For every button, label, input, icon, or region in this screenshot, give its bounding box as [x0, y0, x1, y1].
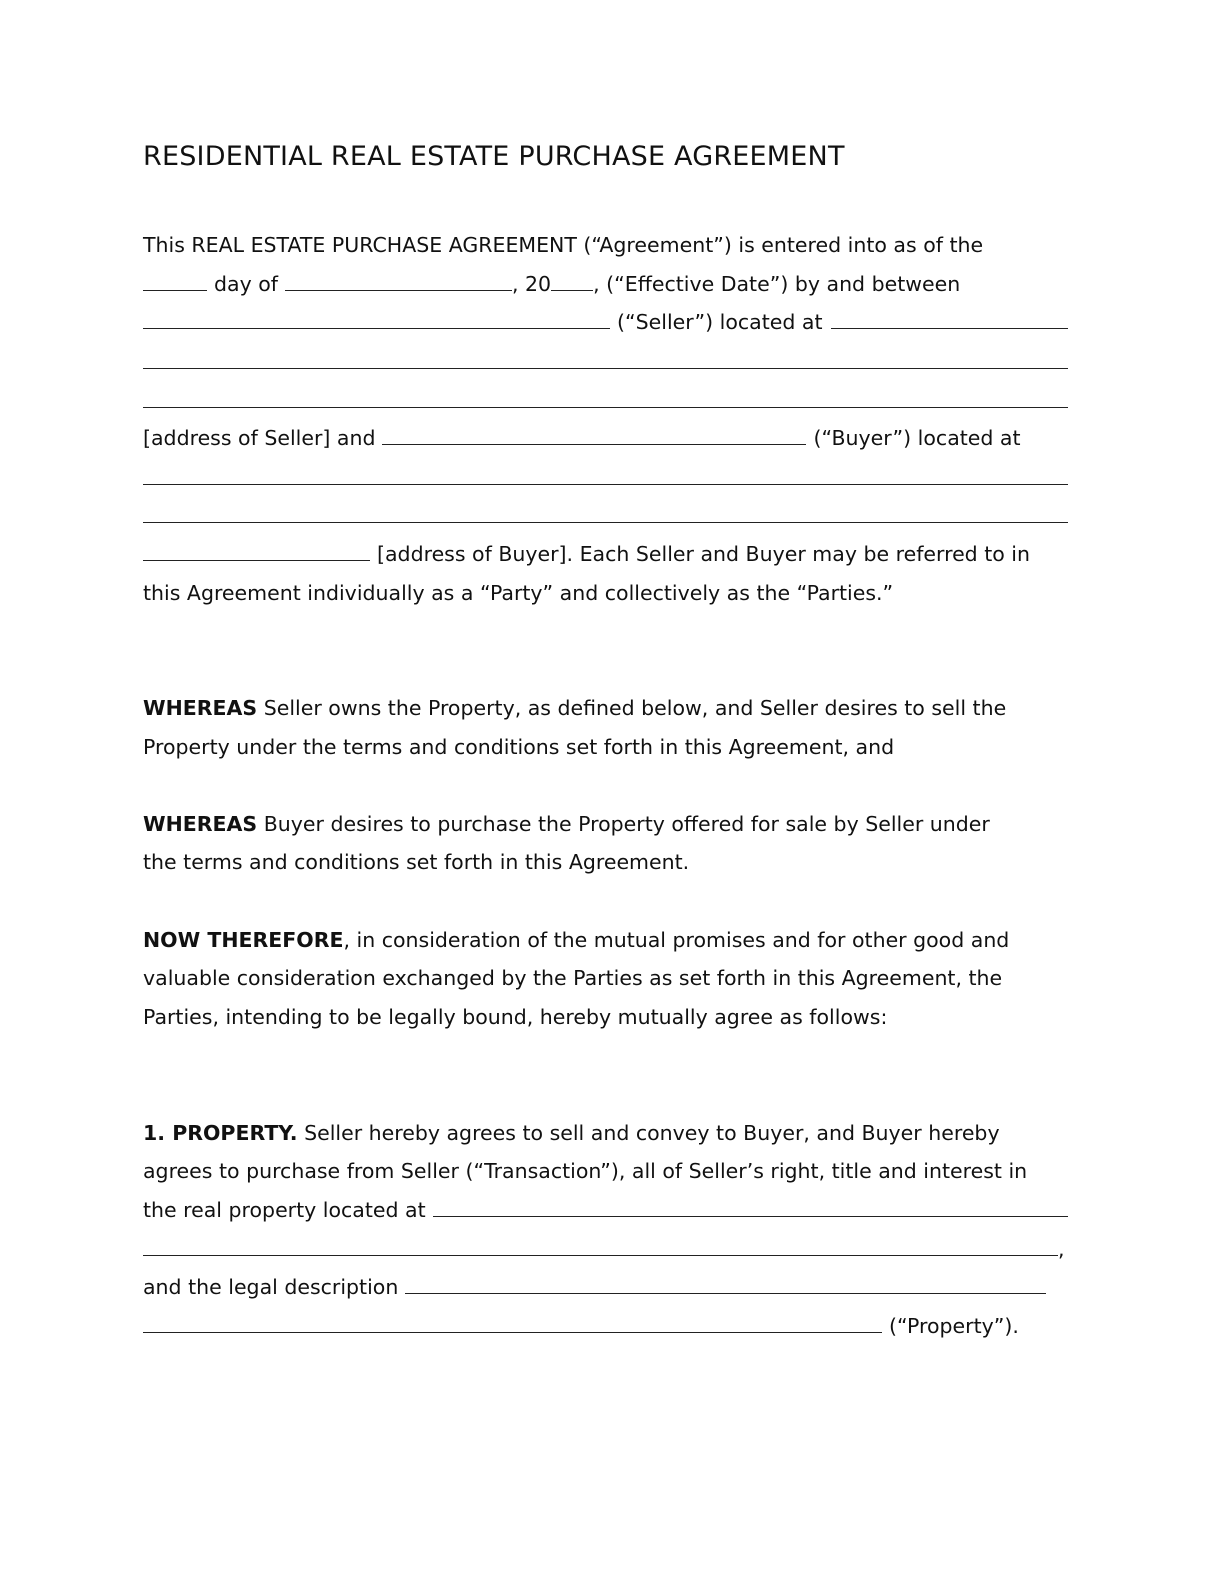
whereas1-text: Seller owns the Property, as defined below, and Seller desires to sell the	[257, 696, 1007, 720]
now-therefore-text-2: valuable consideration exchanged by the Parties as set forth in this Agreement, the	[143, 966, 1003, 990]
whereas2-line-2	[143, 846, 1068, 878]
document-title: RESIDENTIAL REAL ESTATE PURCHASE AGREEMENT	[143, 141, 845, 172]
whereas2-text-2: the terms and conditions set forth in this Agreement.	[143, 850, 690, 874]
legal-description-label: and the legal description	[143, 1275, 399, 1299]
whereas2-lead: WHEREAS	[143, 812, 258, 836]
year-blank[interactable]	[551, 272, 593, 291]
month-blank[interactable]	[285, 272, 512, 291]
property-location-label: the real property located at	[143, 1198, 426, 1222]
whereas1-text-2: Property under the terms and conditions set forth in this Agreement, and	[143, 735, 895, 759]
whereas1-lead: WHEREAS	[143, 696, 258, 720]
buyer-label: (“Buyer”) located at	[813, 426, 1021, 450]
section1-line-5	[143, 1271, 1068, 1303]
property-label: (“Property”).	[889, 1314, 1019, 1338]
whereas2-line-1	[143, 808, 1068, 840]
day-of-label: day of	[214, 272, 278, 296]
section1-heading: 1. PROPERTY.	[143, 1121, 298, 1145]
now-therefore-line-2	[143, 962, 1068, 994]
buyer-address-blank-2[interactable]	[143, 521, 1068, 523]
now-therefore-text-3: Parties, intending to be legally bound, hereby mutually agree as follows:	[143, 1005, 888, 1029]
intro-line-5	[143, 538, 1068, 570]
buyer-address-text: [address of Buyer]. Each Seller and Buyer may be referred to in	[377, 542, 1030, 566]
section1-line-6	[143, 1310, 1068, 1342]
section1-line-2	[143, 1155, 1068, 1187]
effective-date-label: , (“Effective Date”) by and between	[593, 272, 961, 296]
intro-line-3	[143, 306, 1068, 338]
now-therefore-lead: NOW THEREFORE	[143, 928, 344, 952]
section1-line-3	[143, 1194, 1068, 1226]
seller-address-label: [address of Seller] and	[143, 426, 376, 450]
seller-name-blank[interactable]	[143, 310, 610, 329]
intro-line-4	[143, 422, 1068, 454]
buyer-address-blank-1[interactable]	[143, 483, 1068, 485]
intro-line-6	[143, 577, 1068, 609]
intro-line-1	[143, 229, 1068, 261]
legal-description-blank-1[interactable]	[405, 1275, 1046, 1294]
section1-text: Seller hereby agrees to sell and convey to Buyer, and Buyer hereby	[297, 1121, 1000, 1145]
buyer-name-blank[interactable]	[382, 426, 806, 445]
now-therefore-text: , in consideration of the mutual promises and for other good and	[343, 928, 1010, 952]
whereas1-line-2	[143, 731, 1068, 763]
seller-label: (“Seller”) located at	[617, 310, 823, 334]
now-therefore-line-1	[143, 924, 1068, 956]
whereas2-text: Buyer desires to purchase the Property offered for sale by Seller under	[257, 812, 990, 836]
section1-line-1	[143, 1117, 1068, 1149]
property-location-blank-2[interactable]	[143, 1237, 1058, 1256]
comma: ,	[1058, 1237, 1065, 1261]
seller-address-blank-3[interactable]	[143, 406, 1068, 408]
day-blank[interactable]	[143, 272, 207, 291]
whereas1-line-1	[143, 692, 1068, 724]
property-location-blank-1[interactable]	[433, 1198, 1068, 1217]
seller-address-blank-2[interactable]	[143, 367, 1068, 369]
section1-text-2: agrees to purchase from Seller (“Transaction”), all of Seller’s right, title and interest in	[143, 1159, 1028, 1183]
seller-address-blank-1[interactable]	[831, 310, 1068, 329]
parties-text: this Agreement individually as a “Party” and collectively as the “Parties.”	[143, 581, 894, 605]
now-therefore-line-3	[143, 1001, 1068, 1033]
intro-line-2	[143, 268, 1068, 300]
intro-text: This REAL ESTATE PURCHASE AGREEMENT (“Agreement”) is entered into as of the	[143, 233, 984, 257]
year-prefix: , 20	[511, 272, 552, 296]
buyer-address-blank-3[interactable]	[143, 542, 370, 561]
section1-line-4	[143, 1233, 1068, 1265]
legal-description-blank-2[interactable]	[143, 1314, 882, 1333]
